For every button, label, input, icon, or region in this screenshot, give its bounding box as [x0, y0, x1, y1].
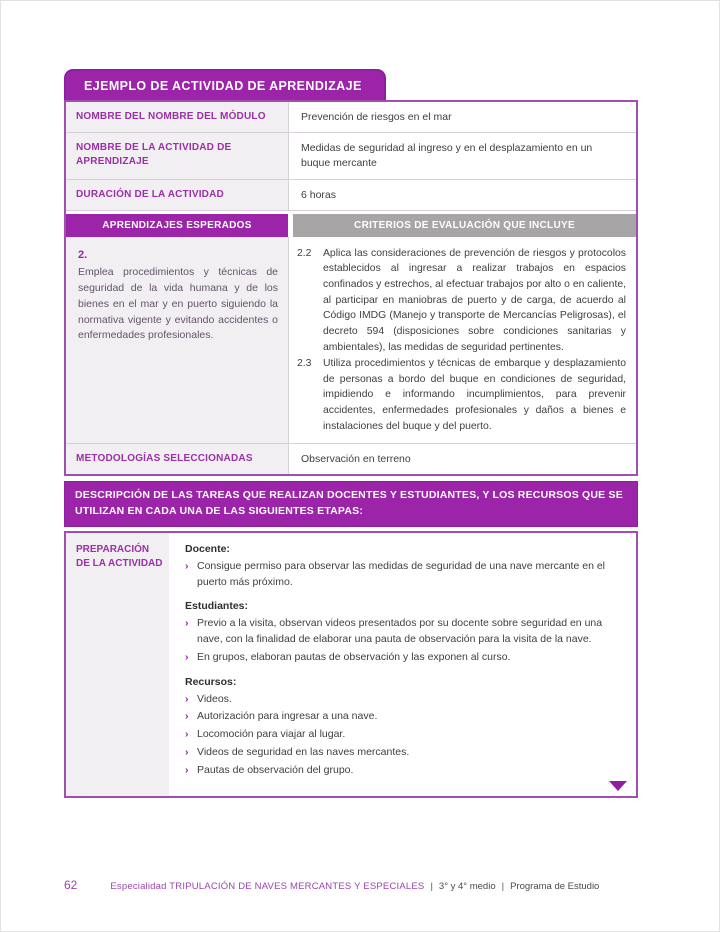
chevron-bullet-icon: › — [185, 710, 189, 723]
list-item-text: Pautas de observación del grupo. — [197, 763, 354, 776]
list-item-text: Videos de seguridad en las naves mercantes. — [197, 745, 410, 758]
chevron-bullet-icon: › — [185, 692, 189, 705]
expected-learning-header: APRENDIZAJES ESPERADOS — [66, 214, 288, 237]
module-name-value: Prevención de riesgos en el mar — [288, 102, 636, 132]
methodology-label: METODOLOGÍAS SELECCIONADAS — [66, 444, 288, 474]
table-row — [66, 444, 636, 474]
expected-learning-number: 2. — [78, 248, 88, 261]
chevron-bullet-icon: › — [185, 559, 189, 572]
table-row — [66, 102, 636, 133]
list-item — [185, 616, 622, 648]
list-item — [185, 650, 622, 666]
criterion-number: 2.2 — [297, 247, 312, 259]
list-item — [185, 763, 622, 779]
preparation-section — [64, 531, 638, 799]
criterion-text: Aplica las consideraciones de prevención de riesgos y protocolos establecidos al ingresar a realizar trabajos en espacios confinados y estrechos, al efectuar trabajos por alto o en caliente, al participar en maniobras de puerto y de carga, de acuerdo al Código IMDG (Manejo y transporte de Mercancías Peligrosas), el decreto 594 (disposiciones sobre condiciones sanitarias y ambientales), las medidas de seguridad pertinentes. — [323, 247, 626, 353]
resources-heading: Recursos: — [185, 675, 237, 688]
chevron-bullet-icon: › — [185, 728, 189, 741]
table-row — [66, 133, 636, 179]
page-title: EJEMPLO DE ACTIVIDAD DE APRENDIZAJE — [64, 69, 386, 100]
description-banner: DESCRIPCIÓN DE LAS TAREAS QUE REALIZAN DOCENTES Y ESTUDIANTES, Y LOS RECURSOS QUE SE UTILIZAN EN CADA UNA DE LAS SIGUIENTES ETAPAS: — [64, 481, 638, 527]
list-item — [185, 692, 622, 708]
preparation-content — [169, 533, 636, 797]
module-name-label: NOMBRE DEL NOMBRE DEL MÓDULO — [66, 102, 288, 132]
list-item-text: Locomoción para viajar al lugar. — [197, 728, 346, 741]
chevron-bullet-icon: › — [185, 763, 189, 776]
teacher-heading: Docente: — [185, 542, 230, 555]
chevron-bullet-icon: › — [185, 650, 189, 663]
resources-group — [185, 676, 622, 779]
activity-table — [64, 100, 638, 476]
list-item-text: Autorización para ingresar a una nave. — [197, 710, 378, 723]
list-item-text: Videos. — [197, 692, 232, 705]
list-item-text: En grupos, elaboran pautas de observación y las exponen al curso. — [197, 650, 511, 663]
criterion-item — [297, 246, 626, 355]
expected-learning-text: Emplea procedimientos y técnicas de seguridad de la vida humana y de los bienes en el mar y en puerto siguiendo la normativa vigente y evitando accidentes o enfermedades profesionales. — [78, 266, 278, 342]
list-item — [185, 745, 622, 761]
page-content — [64, 69, 638, 798]
students-group — [185, 600, 622, 665]
list-item-text: Consigue permiso para observar las medidas de seguridad de una nave mercante en el puerto más próximo. — [197, 559, 605, 588]
evaluation-criteria-cell — [288, 237, 636, 443]
footer-separator: | — [501, 881, 505, 892]
expected-learning-cell — [66, 237, 288, 443]
activity-name-value: Medidas de seguridad al ingreso y en el desplazamiento en un buque mercante — [288, 133, 636, 178]
learning-header-row — [66, 214, 636, 237]
list-item — [185, 727, 622, 743]
footer-program: Programa de Estudio — [510, 881, 600, 892]
page-footer — [64, 878, 658, 892]
list-item — [185, 709, 622, 725]
duration-label: DURACIÓN DE LA ACTIVIDAD — [66, 180, 288, 210]
continuation-arrow-icon — [609, 781, 627, 791]
criterion-item — [297, 356, 626, 434]
methodology-value: Observación en terreno — [288, 444, 636, 474]
evaluation-criteria-header: CRITERIOS DE EVALUACIÓN QUE INCLUYE — [293, 214, 636, 237]
list-item-text: Previo a la visita, observan videos presentados por su docente sobre seguridad en una nave, con la finalidad de elaborar una pauta de observación para la visita de la nave. — [197, 617, 603, 646]
students-heading: Estudiantes: — [185, 600, 249, 613]
table-row — [66, 180, 636, 211]
activity-name-label: NOMBRE DE LA ACTIVIDAD DE APRENDIZAJE — [66, 133, 288, 178]
list-item — [185, 559, 622, 591]
footer-separator: | — [430, 881, 433, 892]
chevron-bullet-icon: › — [185, 745, 189, 758]
footer-grade: 3° y 4° medio — [438, 881, 496, 892]
criterion-text: Utiliza procedimientos y técnicas de embarque y desplazamiento de personas a bordo del buque en condiciones de seguridad, impidiendo e informando incumplimientos, para prevenir accidentes, enfermedades profesionales y daños a bienes e instalaciones del buque y del puerto. — [323, 358, 626, 432]
footer-specialty: Especialidad TRIPULACIÓN DE NAVES MERCANTES Y ESPECIALES — [110, 881, 425, 892]
learning-content-row — [66, 237, 636, 444]
criterion-number: 2.3 — [297, 358, 312, 370]
preparation-label: PREPARACIÓN DE LA ACTIVIDAD — [66, 533, 169, 797]
teacher-group — [185, 543, 622, 591]
page-number: 62 — [64, 878, 78, 892]
duration-value: 6 horas — [288, 180, 636, 210]
chevron-bullet-icon: › — [185, 617, 189, 630]
